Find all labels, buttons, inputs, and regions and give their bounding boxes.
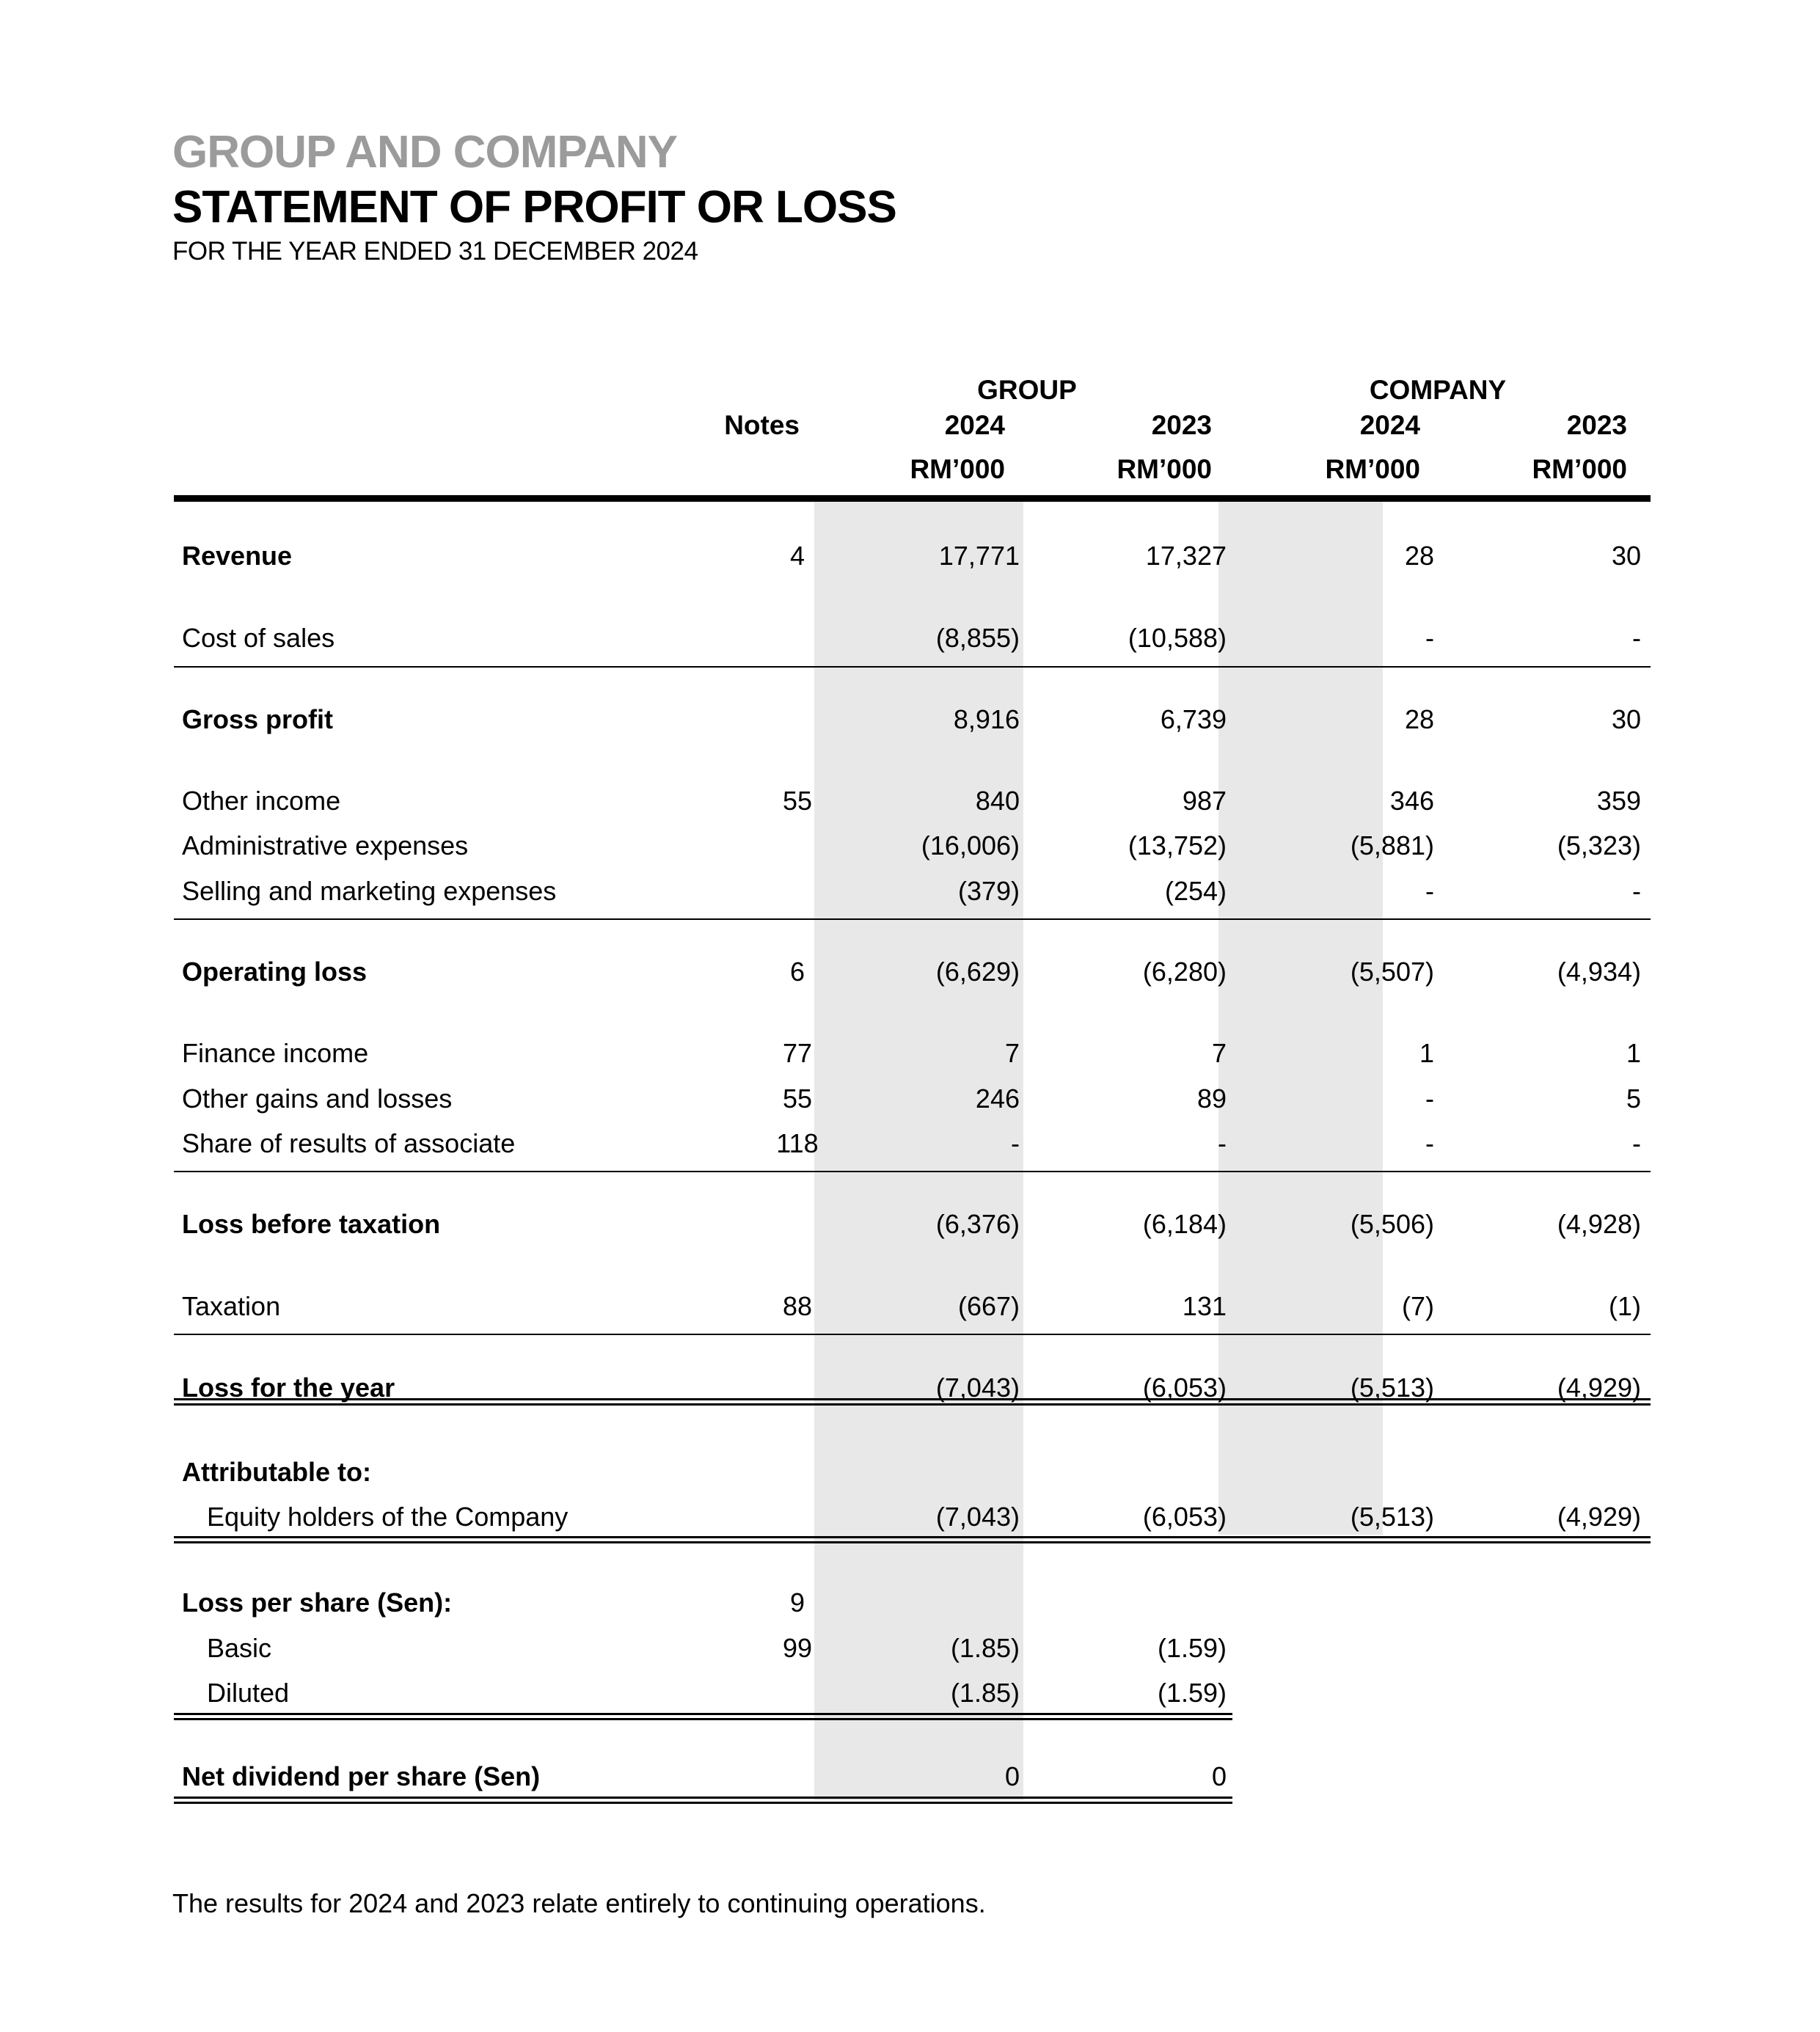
table-row-administrative-expenses bbox=[174, 827, 1651, 864]
header-unit-company-2023: RM’000 bbox=[1532, 454, 1627, 484]
row-label: Loss per share (Sen): bbox=[182, 1587, 453, 1618]
value-company-2023: - bbox=[1632, 623, 1641, 653]
value-group-2023: 17,327 bbox=[1145, 541, 1227, 571]
row-note: 55 bbox=[782, 1083, 813, 1114]
value-company-2024: 28 bbox=[1404, 704, 1434, 734]
value-group-2024: 840 bbox=[975, 786, 1020, 816]
header-company: COMPANY bbox=[1369, 375, 1507, 405]
table-row-selling-marketing bbox=[174, 873, 1651, 910]
row-note: 4 bbox=[789, 541, 805, 571]
value-company-2023: (5,323) bbox=[1557, 830, 1641, 860]
footnote: The results for 2024 and 2023 relate entirely to continuing operations. bbox=[172, 1888, 986, 1918]
value-group-2024: 0 bbox=[1004, 1761, 1020, 1791]
value-company-2023: - bbox=[1632, 1128, 1641, 1158]
value-group-2023: (1.59) bbox=[1157, 1678, 1227, 1708]
value-group-2023: - bbox=[1218, 1128, 1227, 1158]
value-company-2024: - bbox=[1425, 1083, 1434, 1114]
total-double-rule bbox=[174, 1797, 1232, 1804]
row-label: Cost of sales bbox=[182, 623, 335, 653]
table-row-net-dividend bbox=[174, 1758, 1651, 1795]
header-year-group-2024: 2024 bbox=[944, 410, 1005, 440]
table-row-share-of-associate bbox=[174, 1125, 1651, 1162]
value-group-2023: 987 bbox=[1182, 786, 1227, 816]
value-group-2024: (7,043) bbox=[935, 1373, 1020, 1403]
header-year-company-2023: 2023 bbox=[1566, 410, 1627, 440]
row-label: Attributable to: bbox=[182, 1457, 371, 1487]
value-group-2024: (1.85) bbox=[950, 1633, 1020, 1663]
value-group-2023: (254) bbox=[1164, 876, 1227, 906]
row-label: Finance income bbox=[182, 1038, 369, 1068]
value-company-2023: 1 bbox=[1626, 1038, 1641, 1068]
row-label: Net dividend per share (Sen) bbox=[182, 1761, 541, 1791]
value-company-2024: - bbox=[1425, 623, 1434, 653]
row-label: Basic bbox=[207, 1633, 272, 1663]
subtotal-rule bbox=[174, 918, 1651, 920]
value-group-2023: (10,588) bbox=[1128, 623, 1227, 653]
value-company-2023: (1) bbox=[1609, 1291, 1641, 1321]
table-row-operating-loss bbox=[174, 954, 1651, 990]
header-group: GROUP bbox=[977, 375, 1077, 405]
value-company-2024: (7) bbox=[1402, 1291, 1434, 1321]
value-company-2023: (4,929) bbox=[1557, 1502, 1641, 1532]
header-notes: Notes bbox=[724, 410, 800, 440]
table-row-other-gains-losses bbox=[174, 1081, 1651, 1117]
table-row-loss-before-taxation bbox=[174, 1206, 1651, 1243]
value-group-2024: (7,043) bbox=[935, 1502, 1020, 1532]
row-label: Taxation bbox=[182, 1291, 281, 1321]
table-row-basic bbox=[174, 1630, 1651, 1667]
title-block bbox=[172, 125, 896, 268]
row-label: Other gains and losses bbox=[182, 1083, 453, 1114]
row-label: Gross profit bbox=[182, 704, 334, 734]
page-title: STATEMENT OF PROFIT OR LOSS bbox=[172, 182, 896, 233]
table-row-taxation bbox=[174, 1288, 1651, 1325]
value-company-2024: (5,513) bbox=[1350, 1373, 1434, 1403]
value-group-2024: (667) bbox=[957, 1291, 1020, 1321]
value-group-2024: (6,629) bbox=[935, 957, 1020, 987]
row-label: Diluted bbox=[207, 1678, 290, 1708]
value-company-2024: (5,881) bbox=[1350, 830, 1434, 860]
value-group-2023: (6,053) bbox=[1142, 1502, 1227, 1532]
header-rule bbox=[174, 495, 1651, 502]
value-group-2024: (8,855) bbox=[935, 623, 1020, 653]
subtotal-rule bbox=[174, 666, 1651, 668]
table-row-equity-holders bbox=[174, 1499, 1651, 1535]
value-company-2023: (4,929) bbox=[1557, 1373, 1641, 1403]
subtotal-rule bbox=[174, 1334, 1651, 1335]
value-group-2024: (379) bbox=[957, 876, 1020, 906]
table-row-other-income bbox=[174, 783, 1651, 819]
value-company-2023: - bbox=[1632, 876, 1641, 906]
value-group-2024: 246 bbox=[975, 1083, 1020, 1114]
value-group-2024: (1.85) bbox=[950, 1678, 1020, 1708]
value-company-2023: 30 bbox=[1611, 704, 1641, 734]
value-company-2023: (4,934) bbox=[1557, 957, 1641, 987]
row-label: Equity holders of the Company bbox=[207, 1502, 569, 1532]
value-group-2023: (13,752) bbox=[1128, 830, 1227, 860]
table-row-finance-income bbox=[174, 1035, 1651, 1072]
value-company-2023: 30 bbox=[1611, 541, 1641, 571]
header-unit-group-2023: RM’000 bbox=[1117, 454, 1212, 484]
value-company-2023: 5 bbox=[1626, 1083, 1641, 1114]
value-company-2024: (5,507) bbox=[1350, 957, 1434, 987]
value-group-2023: 89 bbox=[1196, 1083, 1227, 1114]
value-group-2023: (6,184) bbox=[1142, 1209, 1227, 1239]
header-year-group-2023: 2023 bbox=[1151, 410, 1212, 440]
value-company-2024: (5,506) bbox=[1350, 1209, 1434, 1239]
table-row-gross-profit bbox=[174, 701, 1651, 738]
header-year-company-2024: 2024 bbox=[1359, 410, 1420, 440]
row-label: Share of results of associate bbox=[182, 1128, 516, 1158]
row-note: 77 bbox=[782, 1038, 813, 1068]
total-double-rule bbox=[174, 1713, 1232, 1720]
header-unit-group-2024: RM’000 bbox=[910, 454, 1005, 484]
value-company-2024: 28 bbox=[1404, 541, 1434, 571]
value-company-2024: 346 bbox=[1389, 786, 1434, 816]
subtotal-rule bbox=[174, 1171, 1651, 1172]
row-note: 6 bbox=[789, 957, 805, 987]
row-note: 9 bbox=[789, 1587, 805, 1618]
value-group-2023: 131 bbox=[1182, 1291, 1227, 1321]
value-company-2024: 1 bbox=[1419, 1038, 1434, 1068]
row-note: 55 bbox=[782, 786, 813, 816]
row-label: Loss for the year bbox=[182, 1373, 395, 1403]
value-company-2023: 359 bbox=[1596, 786, 1641, 816]
value-group-2023: (6,280) bbox=[1142, 957, 1227, 987]
table-row-loss-per-share bbox=[174, 1585, 1651, 1621]
value-group-2024: (6,376) bbox=[935, 1209, 1020, 1239]
table-row-cost-of-sales bbox=[174, 620, 1651, 657]
value-group-2024: - bbox=[1011, 1128, 1020, 1158]
value-company-2023: (4,928) bbox=[1557, 1209, 1641, 1239]
row-note: 88 bbox=[782, 1291, 813, 1321]
value-group-2024: (16,006) bbox=[921, 830, 1020, 860]
value-group-2023: 0 bbox=[1211, 1761, 1227, 1791]
row-note: 118 bbox=[776, 1128, 819, 1158]
value-group-2023: (1.59) bbox=[1157, 1633, 1227, 1663]
row-label: Administrative expenses bbox=[182, 830, 469, 860]
row-label: Selling and marketing expenses bbox=[182, 876, 557, 906]
row-label: Loss before taxation bbox=[182, 1209, 441, 1239]
row-label: Operating loss bbox=[182, 957, 368, 987]
value-company-2024: (5,513) bbox=[1350, 1502, 1434, 1532]
table-row-revenue bbox=[174, 538, 1651, 574]
row-label: Revenue bbox=[182, 541, 293, 571]
period-subtitle: FOR THE YEAR ENDED 31 DECEMBER 2024 bbox=[172, 237, 698, 266]
header-unit-company-2024: RM’000 bbox=[1325, 454, 1420, 484]
row-note: 99 bbox=[782, 1633, 813, 1663]
value-group-2023: 7 bbox=[1211, 1038, 1227, 1068]
value-group-2024: 7 bbox=[1004, 1038, 1020, 1068]
value-group-2024: 8,916 bbox=[953, 704, 1020, 734]
value-group-2024: 17,771 bbox=[938, 541, 1020, 571]
title-group-and-company: GROUP AND COMPANY bbox=[172, 127, 678, 178]
table-row-attributable-to bbox=[174, 1454, 1651, 1491]
value-group-2023: 6,739 bbox=[1160, 704, 1227, 734]
total-double-rule bbox=[174, 1536, 1651, 1543]
total-double-rule bbox=[174, 1398, 1651, 1406]
value-company-2024: - bbox=[1425, 876, 1434, 906]
table-row-diluted bbox=[174, 1675, 1651, 1711]
row-label: Other income bbox=[182, 786, 341, 816]
value-company-2024: - bbox=[1425, 1128, 1434, 1158]
value-group-2023: (6,053) bbox=[1142, 1373, 1227, 1403]
